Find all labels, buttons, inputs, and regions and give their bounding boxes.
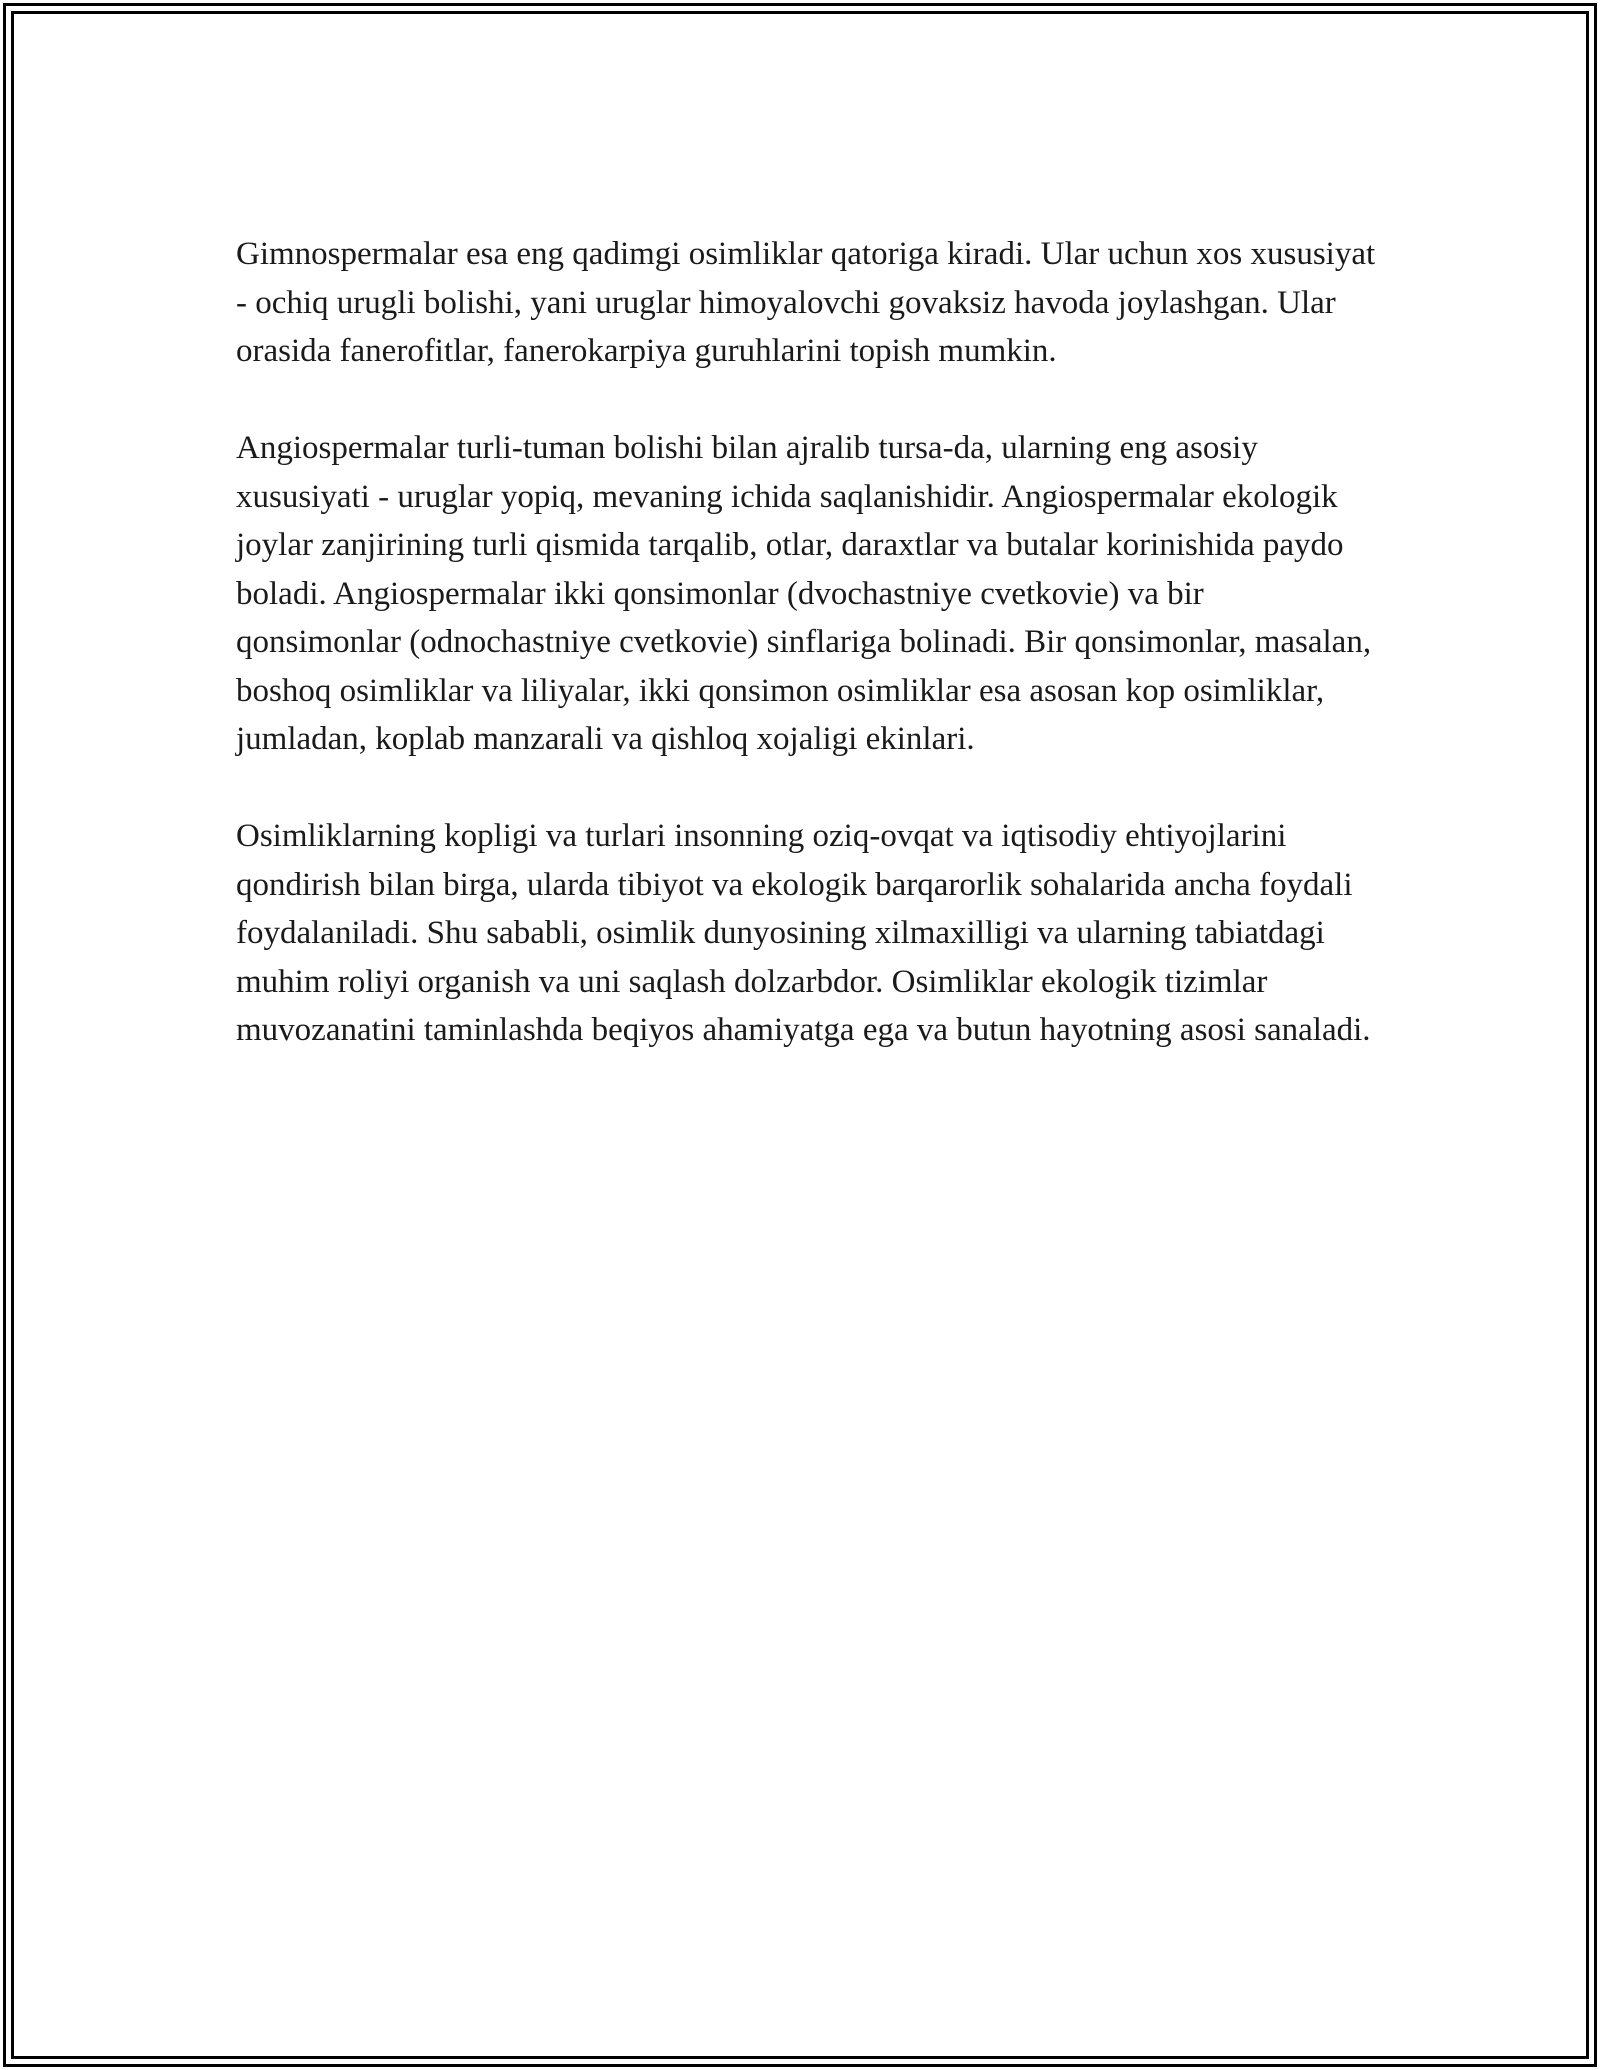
document-body [236,230,1376,1103]
paragraph-angiosperms: Angiospermalar turli-tuman bolishi bilan ajralib tursa-da, ularning eng asosiy xususiyati - uruglar yopiq, mevaning ichida saqlanishidir. Angiospermalar ekologik joylar zanjirining turli qismida tarqalib, otlar, daraxtlar va butalar korinishida paydo boladi. Angiospermalar ikki qonsimonlar (dvochastniye cvetkovie) va bir qonsimonlar (odnochastniye cvetkovie) sinflariga bolinadi. Bir qonsimonlar, masalan, boshoq osimliklar va liliyalar, ikki qonsimon osimliklar esa asosan kop osimliklar, jumladan, koplab manzarali va qishloq xojaligi ekinlari. [236,430,1372,757]
paragraph-gymnosperms: Gimnospermalar esa eng qadimgi osimliklar qatoriga kiradi. Ular uchun xos xususiyat - ochiq urugli bolishi, yani uruglar himoyalovchi govaksiz havoda joylashgan. Ular orasida fanerofitlar, fanerokarpiya guruhlarini topish mumkin. [236,236,1376,369]
paragraph-plant-importance: Osimliklarning kopligi va turlari insonning oziq-ovqat va iqtisodiy ehtiyojlarini qondirish bilan birga, ularda tibiyot va ekologik barqarorlik sohalarida ancha foydali foydalaniladi. Shu sababli, osimlik dunyosining xilmaxilligi va ularning tabiatdagi muhim roliyi organish va uni saqlash dolzarbdor. Osimliklar ekologik tizimlar muvozanatini taminlashda beqiyos ahamiyatga ega va butun hayotning asosi sanaladi. [236,818,1371,1048]
